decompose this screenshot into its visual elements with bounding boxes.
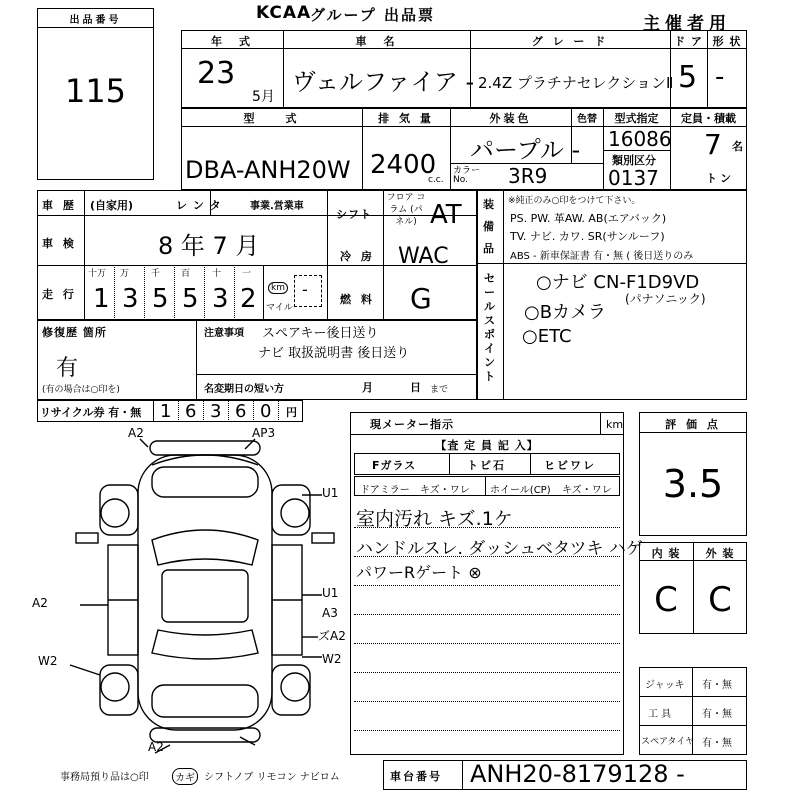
divider (503, 190, 504, 400)
mileage-digit-label: 十 (212, 269, 222, 279)
grade-value: 2.4Z プラチナセレクションⅡ (478, 74, 674, 92)
repair-value: 有 (56, 356, 79, 381)
damage-mark: A2 (128, 426, 144, 440)
mileage-unit-mile: マイル (266, 303, 293, 313)
ruled-line (354, 730, 620, 731)
ruled-line (354, 672, 620, 673)
type-designation-label: 型式指定 (614, 112, 659, 125)
accessory-label: スペアタイヤ (641, 737, 695, 747)
history-private: (自家用) (90, 199, 134, 212)
color-no-value: 3R9 (508, 164, 548, 188)
accessory-value: 有・無 (702, 738, 732, 749)
equipment-note: ※純正のみ○印をつけて下さい。 (508, 196, 641, 206)
car-roof (162, 570, 248, 622)
divider (204, 265, 205, 320)
divider (485, 476, 486, 496)
model-label: 型 式 (243, 112, 300, 125)
inspection-value: 8 年 7 月 (158, 232, 260, 260)
rating-score: 3.5 (662, 462, 724, 506)
mileage-digit: 3 (212, 284, 229, 314)
recycle-unit: 円 (286, 406, 300, 419)
displacement-value: 2400 (370, 150, 437, 180)
car-hood (152, 467, 258, 497)
shift-value: AT (430, 200, 462, 230)
divider (174, 265, 175, 320)
car-front-left-fender (100, 485, 138, 535)
class-code-value: 0137 (608, 166, 659, 190)
mark-leader (140, 439, 148, 447)
recycle-digit: 0 (260, 401, 272, 422)
damage-mark: A3 (322, 606, 338, 620)
notes-line: スペアキー後日送り (262, 326, 379, 341)
divider (196, 320, 197, 400)
name-change-label: 名変期日の短い方 (204, 384, 284, 395)
equipment-line-2: TV. ナビ. カワ. SR(サンルーフ) (510, 230, 665, 243)
divider (84, 190, 85, 320)
chassis-value: ANH20-8179128 - (470, 760, 685, 788)
chassis-label: 車台番号 (390, 770, 442, 783)
divider (462, 760, 463, 790)
divider (477, 263, 747, 264)
divider (37, 27, 154, 28)
class-code-label: 類別区分 (612, 154, 656, 167)
mileage-digit: 5 (182, 284, 199, 314)
divider (327, 190, 328, 320)
car-name-value: ヴェルファイア - (292, 68, 475, 96)
divider (278, 400, 279, 422)
mileage-digit: 2 (240, 284, 257, 314)
wheel-options: キズ・ワレ (562, 485, 612, 496)
repair-note: (有の場合は○印を) (42, 385, 120, 395)
sales-point-label: セールスポイント (484, 272, 495, 383)
mark-leader (240, 737, 255, 745)
exterior-label: 外 装 (705, 547, 735, 560)
aircon-label: 冷 房 (340, 250, 375, 263)
divider (203, 400, 204, 422)
car-windshield (152, 530, 258, 565)
year-value: 23 (197, 56, 236, 91)
divider (350, 434, 624, 435)
recycle-label: リサイクル券 有・無 (40, 406, 142, 419)
shift-label: シフト (336, 208, 372, 221)
header-title: グループ 出品票 (310, 6, 436, 24)
car-damage-diagram (30, 425, 350, 755)
car-wheel-fl (101, 499, 129, 527)
shape-value: - (715, 62, 725, 92)
shape-label: 形 状 (712, 35, 742, 48)
car-rear-right-fender (272, 665, 310, 715)
doors-value: 5 (678, 60, 698, 95)
capacity-value: 7 (704, 128, 722, 161)
recycle-digit: 6 (235, 401, 247, 422)
car-name-label: 車 名 (355, 35, 398, 48)
interior-label: 内 装 (651, 547, 681, 560)
name-change-suffix: まで (430, 385, 449, 395)
notes-line: ナビ 取扱説明書 後日送り (258, 346, 410, 361)
divider (253, 400, 254, 422)
meter-unit: km (606, 418, 624, 431)
footer-items: シフトノブ リモコン ナビロム (204, 772, 340, 783)
divider (178, 400, 179, 422)
fuel-value: G (410, 282, 432, 315)
divider (639, 432, 747, 433)
color-no-label: カラー No. (453, 166, 481, 185)
divider (449, 453, 450, 475)
divider (530, 453, 531, 475)
persons-unit: 名 (732, 140, 746, 153)
history-business: 事業.営業車 (250, 201, 304, 212)
divider (153, 400, 154, 422)
divider (639, 696, 747, 697)
rating-label: 評 価 点 (665, 418, 721, 431)
color-change-label: 色替 (577, 114, 597, 125)
exterior-color-label: 外装色 (489, 112, 532, 125)
capacity-label: 定員・積載 (681, 112, 736, 125)
lot-label: 出品番号 (69, 15, 122, 26)
car-rear-left-fender (100, 665, 138, 715)
damage-mark: U1 (322, 486, 339, 500)
organizer-label: 主催者用 (643, 14, 731, 34)
divider (263, 265, 264, 320)
recycle-digit: 1 (160, 401, 172, 422)
accessory-value: 有・無 (702, 680, 732, 691)
lot-number: 115 (64, 72, 127, 110)
divider (639, 725, 747, 726)
name-change-month: 月 (362, 381, 376, 394)
car-trunk (152, 685, 258, 717)
divider (383, 190, 384, 320)
inspector-note: ハンドルスレ. ダッシュベタツキ ハゲ (356, 539, 643, 559)
mileage-unit-mark: - (302, 280, 308, 299)
mileage-digit-label: 千 (151, 269, 161, 279)
ruled-line (354, 614, 620, 615)
cc-unit: c.c. (428, 175, 444, 185)
inspector-note: パワーRゲート ⊗ (356, 563, 482, 582)
stone-chip-label: トビ石 (467, 459, 506, 472)
damage-mark: ズA2 (318, 629, 346, 643)
equipment-line-1: PS. PW. 革AW. AB(エアバック) (510, 212, 667, 225)
history-rental: レ ン タ (176, 199, 222, 212)
divider (600, 412, 601, 434)
history-label: 車 歴 (42, 199, 77, 212)
damage-mark: A2 (32, 596, 48, 610)
car-front-bumper (150, 441, 260, 455)
mileage-digit: 3 (122, 284, 139, 314)
equipment-line-3: ABS - 新車保証書 有・無 ( 後日送りのみ (510, 251, 694, 262)
ton-unit: トン (706, 172, 734, 185)
damage-mark: AP3 (252, 426, 276, 440)
exterior-grade: C (708, 580, 732, 620)
mileage-unit-km: km (268, 282, 288, 294)
ruled-line (354, 643, 620, 644)
accessory-value: 有・無 (702, 709, 732, 720)
footer-note: 事務局預り品は○印 (60, 772, 149, 783)
divider (228, 400, 229, 422)
grade-label: グ レ ー ド (531, 35, 609, 48)
recycle-digit: 6 (185, 401, 197, 422)
mirror-options: キズ・ワレ (420, 485, 470, 496)
damage-mark: U1 (322, 586, 339, 600)
month-value: 5月 (252, 89, 275, 105)
footer-keys: カギ (172, 768, 198, 785)
windshield-label: Fガラス (372, 459, 417, 472)
equipment-label: 装 備 品 (483, 198, 497, 255)
car-left-mirror (76, 533, 98, 543)
repair-label: 修復歴 箇所 (42, 326, 107, 339)
aircon-value: WAC (398, 244, 449, 269)
car-front-right-fender (272, 485, 310, 535)
damage-mark: W2 (322, 652, 342, 666)
name-change-day: 日 (410, 381, 424, 394)
type-designation-value: 16086 (608, 127, 672, 151)
sales-point: ○Bカメラ (524, 302, 607, 323)
car-wheel-fr (281, 499, 309, 527)
meter-label: 現メーター指示 (370, 418, 454, 431)
model-value: DBA-ANH20W (185, 156, 351, 184)
damage-mark: A2 (148, 740, 164, 754)
inspector-title: 【査 定 員 記 入】 (435, 439, 539, 452)
divider (196, 374, 477, 375)
inspector-note: 室内汚れ キズ.1ケ (356, 508, 513, 530)
accessory-label: ジャッキ (645, 680, 685, 691)
fuel-label: 燃 料 (340, 293, 375, 306)
car-wheel-rr (281, 673, 309, 701)
divider (234, 265, 235, 320)
mileage-digit-label: 百 (181, 269, 191, 279)
damage-mark: W2 (38, 654, 58, 668)
mileage-unit-box (294, 275, 322, 307)
mark-leader (70, 665, 100, 675)
accessory-label: 工 具 (648, 709, 672, 720)
sales-point: ○ナビ CN-F1D9VD (536, 272, 700, 293)
mileage-digit: 1 (93, 284, 110, 314)
displacement-label: 排 気 量 (378, 112, 434, 125)
mileage-label: 走 行 (42, 288, 77, 301)
mileage-digit-label: 万 (120, 269, 130, 279)
wheel-label: ホイール(CP) (490, 485, 551, 496)
mileage-digit: 5 (152, 284, 169, 314)
car-right-mirror (312, 533, 334, 543)
divider (144, 265, 145, 320)
exterior-color-value: パープル - (470, 136, 581, 164)
sales-point: (パナソニック) (625, 292, 706, 306)
notes-label: 注意事項 (204, 328, 244, 339)
header-logo: KCAA (256, 3, 312, 23)
doors-label: ド ア (674, 35, 703, 48)
mirror-label: ドアミラー (360, 485, 410, 496)
year-label: 年 式 (211, 35, 253, 48)
mileage-digit-label: 十万 (88, 269, 107, 279)
inspection-label: 車 検 (42, 237, 77, 250)
ruled-line (354, 585, 620, 586)
car-wheel-rl (101, 673, 129, 701)
divider (114, 265, 115, 320)
car-rear-window (152, 630, 258, 659)
interior-grade: C (654, 580, 678, 620)
ruled-line (354, 701, 620, 702)
mileage-digit-label: 一 (242, 269, 252, 279)
crack-label: ヒビワレ (544, 459, 596, 472)
sales-point: ○ETC (522, 326, 572, 347)
shift-options: フロア コラム (パネル) (386, 193, 426, 227)
recycle-digit: 3 (210, 401, 222, 422)
